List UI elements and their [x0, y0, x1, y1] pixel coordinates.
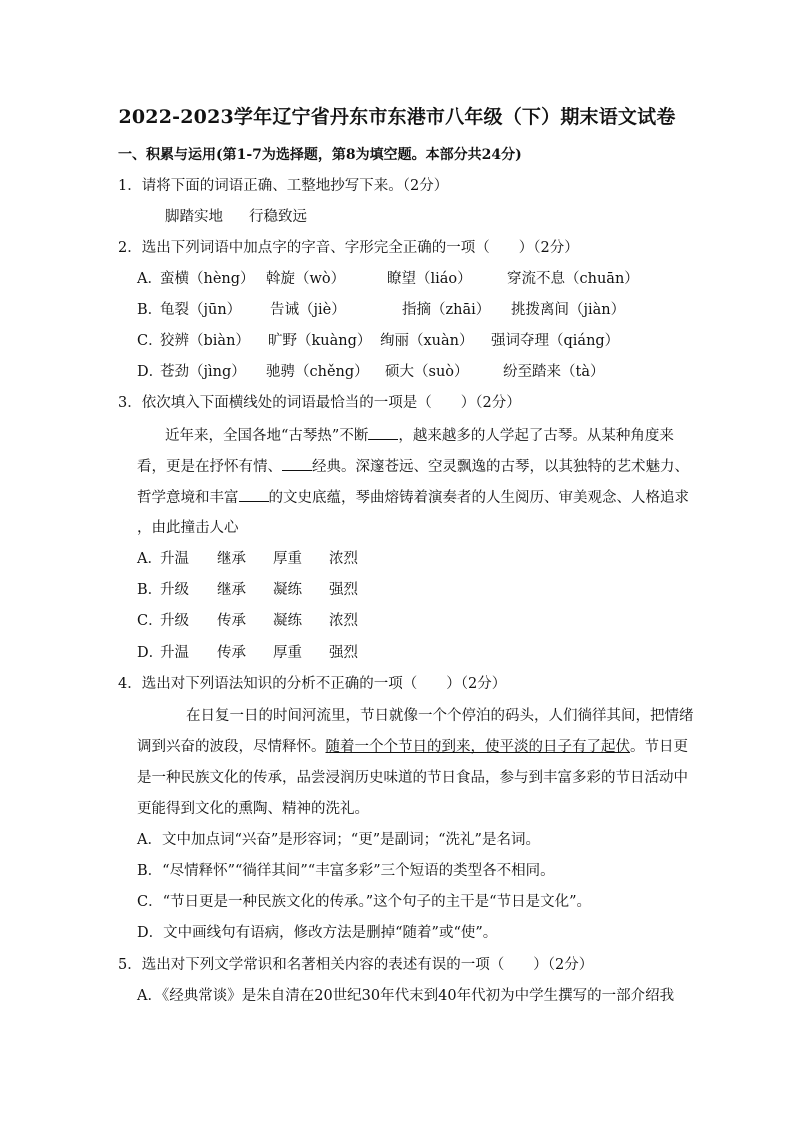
q2-option-item: 蛮横（hèng） [160, 271, 255, 287]
q3-text: 的文史底蕴，琴曲熔铸着演奏者的人生阅历、审美观念、人格追求 [268, 490, 689, 506]
q3-option-item: 升级 [160, 582, 189, 598]
q2-option-item: 狡辨（biàn） [160, 333, 250, 349]
q3-option-label: A． [137, 551, 162, 567]
q2-option-item: 指摘（zhāi） [402, 302, 491, 318]
q3-option-label: B． [137, 582, 163, 598]
q3-text: ，越来越多的人学起了古琴。从某种角度来 [398, 428, 674, 444]
q1-word: 脚踏实地 [165, 209, 223, 225]
q3-passage-line [137, 487, 689, 508]
q4-option: D．文中画线句有语病，修改方法是删掉“随着”或“使”。 [137, 925, 498, 941]
q3-text: 经典。深邃苍远、空灵飘逸的古琴，以其独特的艺术魅力、 [312, 459, 689, 475]
q2-option-label: D． [137, 364, 164, 380]
q2-option-label: A． [137, 271, 162, 287]
section-heading: 一、积累与运用(第1-7为选择题，第8为填空题。本部分共24分) [118, 147, 522, 163]
q2-option-item: 龟裂（jūn） [160, 302, 242, 318]
q2-option-item: 瞭望（liáo） [387, 271, 472, 287]
q2-option-item: 斡旋（wò） [266, 271, 346, 287]
q2-option-item: 告诫（jiè） [270, 302, 346, 318]
q3-passage-line: ，由此撞击人心 [137, 520, 239, 536]
q3-option-label: C． [137, 613, 163, 629]
q3-option-item: 凝练 [273, 613, 302, 629]
question-4-stem: 4．选出对下列语法知识的分析不正确的一项（ ）（2分） [118, 676, 507, 692]
page-title: 2022-2023学年辽宁省丹东市东港市八年级（下）期末语文试卷 [118, 106, 676, 128]
q3-option-item: 浓烈 [329, 613, 358, 629]
q4-option: B．“尽情释怀”“徜徉其间”“丰富多彩”三个短语的类型各不相同。 [137, 863, 555, 879]
q5-option: A．《经典常谈》是朱自清在20世纪30年代末到40年代初为中学生撰写的一部介绍我 [137, 988, 675, 1004]
q3-option-item: 强烈 [329, 645, 358, 661]
q2-option-item: 挑拨离间（jiàn） [511, 302, 626, 318]
q3-option-item: 强烈 [329, 582, 358, 598]
q4-passage-line: 在日复一日的时间河流里，节日就像一个个停泊的码头，人们徜徉其间，把情绪 [186, 708, 694, 724]
q3-option-item: 升级 [160, 613, 189, 629]
question-5-stem: 5．选出对下列文学常识和名著相关内容的表述有误的一项（ ）（2分） [118, 957, 594, 973]
q1-word: 行稳致远 [249, 209, 307, 225]
question-2-stem: 2．选出下列词语中加点字的字音、字形完全正确的一项（ ）（2分） [118, 240, 579, 256]
q4-passage-line: 更能得到文化的熏陶、精神的洗礼。 [137, 801, 369, 817]
q3-passage-line [165, 425, 674, 446]
q2-option-item: 纷至踏来（tà） [503, 364, 605, 380]
q4-passage-line: 是一种民族文化的传承，品尝浸润历史味道的节日食品，参与到丰富多彩的节日活动中 [137, 770, 688, 786]
q4-option: C．“节日更是一种民族文化的传承。”这个句子的主干是“节日是文化”。 [137, 894, 591, 910]
q2-option-item: 穿流不息（chuān） [507, 271, 639, 287]
q3-option-item: 浓烈 [329, 551, 358, 567]
q3-option-label: D． [137, 645, 164, 661]
q2-option-item: 旷野（kuàng） [268, 333, 372, 349]
fill-blank [239, 487, 269, 502]
q3-text: 哲学意境和丰富 [137, 490, 239, 506]
q3-option-item: 传承 [217, 613, 246, 629]
q2-option-item: 苍劲（jìng） [160, 364, 246, 380]
q3-text: 看，更是在抒怀有情、 [137, 459, 282, 475]
q3-option-item: 凝练 [273, 582, 302, 598]
q3-option-item: 传承 [217, 645, 246, 661]
q2-option-item: 驰骋（chěng） [266, 364, 369, 380]
q2-option-label: B． [137, 302, 163, 318]
q4-option: A．文中加点词“兴奋”是形容词；“更”是副词；“洗礼”是名词。 [137, 832, 540, 848]
q3-option-item: 厚重 [273, 645, 302, 661]
q4-text: 。节日更 [630, 739, 688, 755]
question-3-stem: 3．依次填入下面横线处的词语最恰当的一项是（ ）（2分） [118, 395, 521, 411]
q4-text: 调到兴奋的波段，尽情释怀。 [137, 739, 326, 755]
q2-option-item: 绚丽（xuàn） [380, 333, 474, 349]
q3-option-item: 升温 [160, 551, 189, 567]
q3-text: 近年来，全国各地“古琴热”不断 [165, 428, 369, 444]
q3-option-item: 升温 [160, 645, 189, 661]
underlined-sentence: 随着一个个节日的到来，使平淡的日子有了起伏 [325, 739, 630, 755]
q3-option-item: 继承 [217, 551, 246, 567]
fill-blank [368, 425, 398, 440]
q3-option-item: 继承 [217, 582, 246, 598]
q4-passage-line [137, 737, 688, 757]
fill-blank [282, 456, 312, 471]
q2-option-item: 硕大（suò） [385, 364, 469, 380]
q3-option-item: 厚重 [273, 551, 302, 567]
question-1-stem: 1．请将下面的词语正确、工整地抄写下来。（2分） [118, 178, 449, 194]
q2-option-item: 强词夺理（qiáng） [491, 333, 620, 349]
q2-option-label: C． [137, 333, 163, 349]
q3-passage-line [137, 456, 689, 477]
